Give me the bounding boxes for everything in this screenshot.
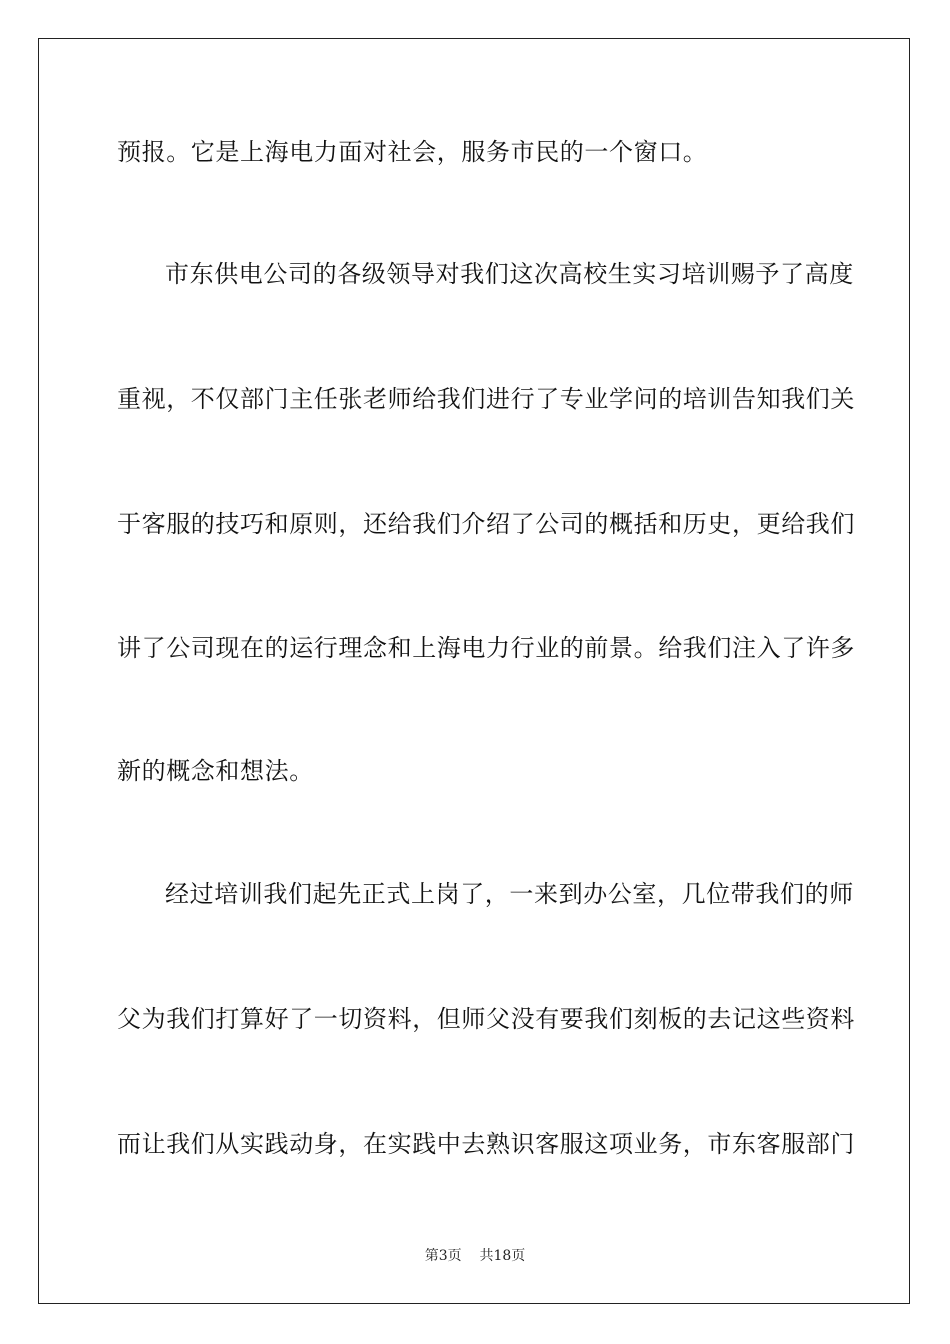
page-border bbox=[38, 38, 910, 1304]
page-number: 第3页 bbox=[424, 1248, 462, 1264]
page-footer bbox=[0, 1247, 950, 1265]
paragraph-line: 重视，不仅部门主任张老师给我们进行了专业学问的培训告知我们关 bbox=[117, 385, 855, 413]
paragraph-line: 于客服的技巧和原则，还给我们介绍了公司的概括和历史，更给我们 bbox=[117, 510, 855, 538]
paragraph-line: 而让我们从实践动身，在实践中去熟识客服这项业务，市东客服部门 bbox=[117, 1130, 855, 1158]
paragraph-line: 讲了公司现在的运行理念和上海电力行业的前景。给我们注入了许多 bbox=[117, 634, 855, 662]
paragraph-line: 新的概念和想法。 bbox=[117, 757, 314, 785]
page-total: 共18页 bbox=[479, 1248, 526, 1264]
paragraph-line: 经过培训我们起先正式上岗了，一来到办公室，几位带我们的师 bbox=[165, 880, 854, 908]
paragraph-line: 市东供电公司的各级领导对我们这次高校生实习培训赐予了高度 bbox=[165, 260, 854, 288]
paragraph-line: 父为我们打算好了一切资料，但师父没有要我们刻板的去记这些资料 bbox=[117, 1005, 855, 1033]
paragraph-line: 预报。它是上海电力面对社会，服务市民的一个窗口。 bbox=[117, 138, 708, 166]
